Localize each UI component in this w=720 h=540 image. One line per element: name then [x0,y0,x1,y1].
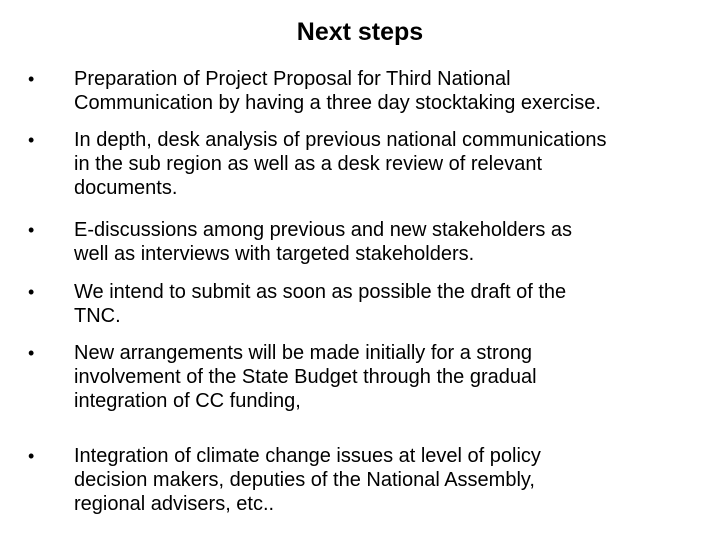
bullet-item [28,341,713,413]
bullet-item [28,444,713,516]
bullet-dot: • [28,343,35,363]
bullet-item [28,280,713,328]
bullet-text: Preparation of Project Proposal for Third National Communication by having a three day stocktaking exercise. [74,68,601,114]
bullet-text: We intend to submit as soon as possible the draft of the TNC. [74,281,567,327]
slide-title: Next steps [296,18,424,46]
bullet-text: E-discussions among previous and new stakeholders as well as interviews with targeted stakeholders. [74,219,573,265]
bullet-item [28,67,713,115]
bullet-text: Integration of climate change issues at level of policy decision makers, deputies of the National Assembly, regional advisers, etc.. [74,445,541,515]
bullet-text: In depth, desk analysis of previous national communications in the sub region as well as a desk review of relevant documents. [74,129,607,199]
bullet-dot: • [28,69,35,89]
bullet-text: New arrangements will be made initially for a strong involvement of the State Budget through the gradual integration of CC funding, [74,342,537,412]
bullet-dot: • [28,282,35,302]
bullet-item [28,218,713,266]
bullet-dot: • [28,446,35,466]
bullet-item [28,128,713,200]
bullet-dot: • [28,220,35,240]
bullet-dot: • [28,130,35,150]
